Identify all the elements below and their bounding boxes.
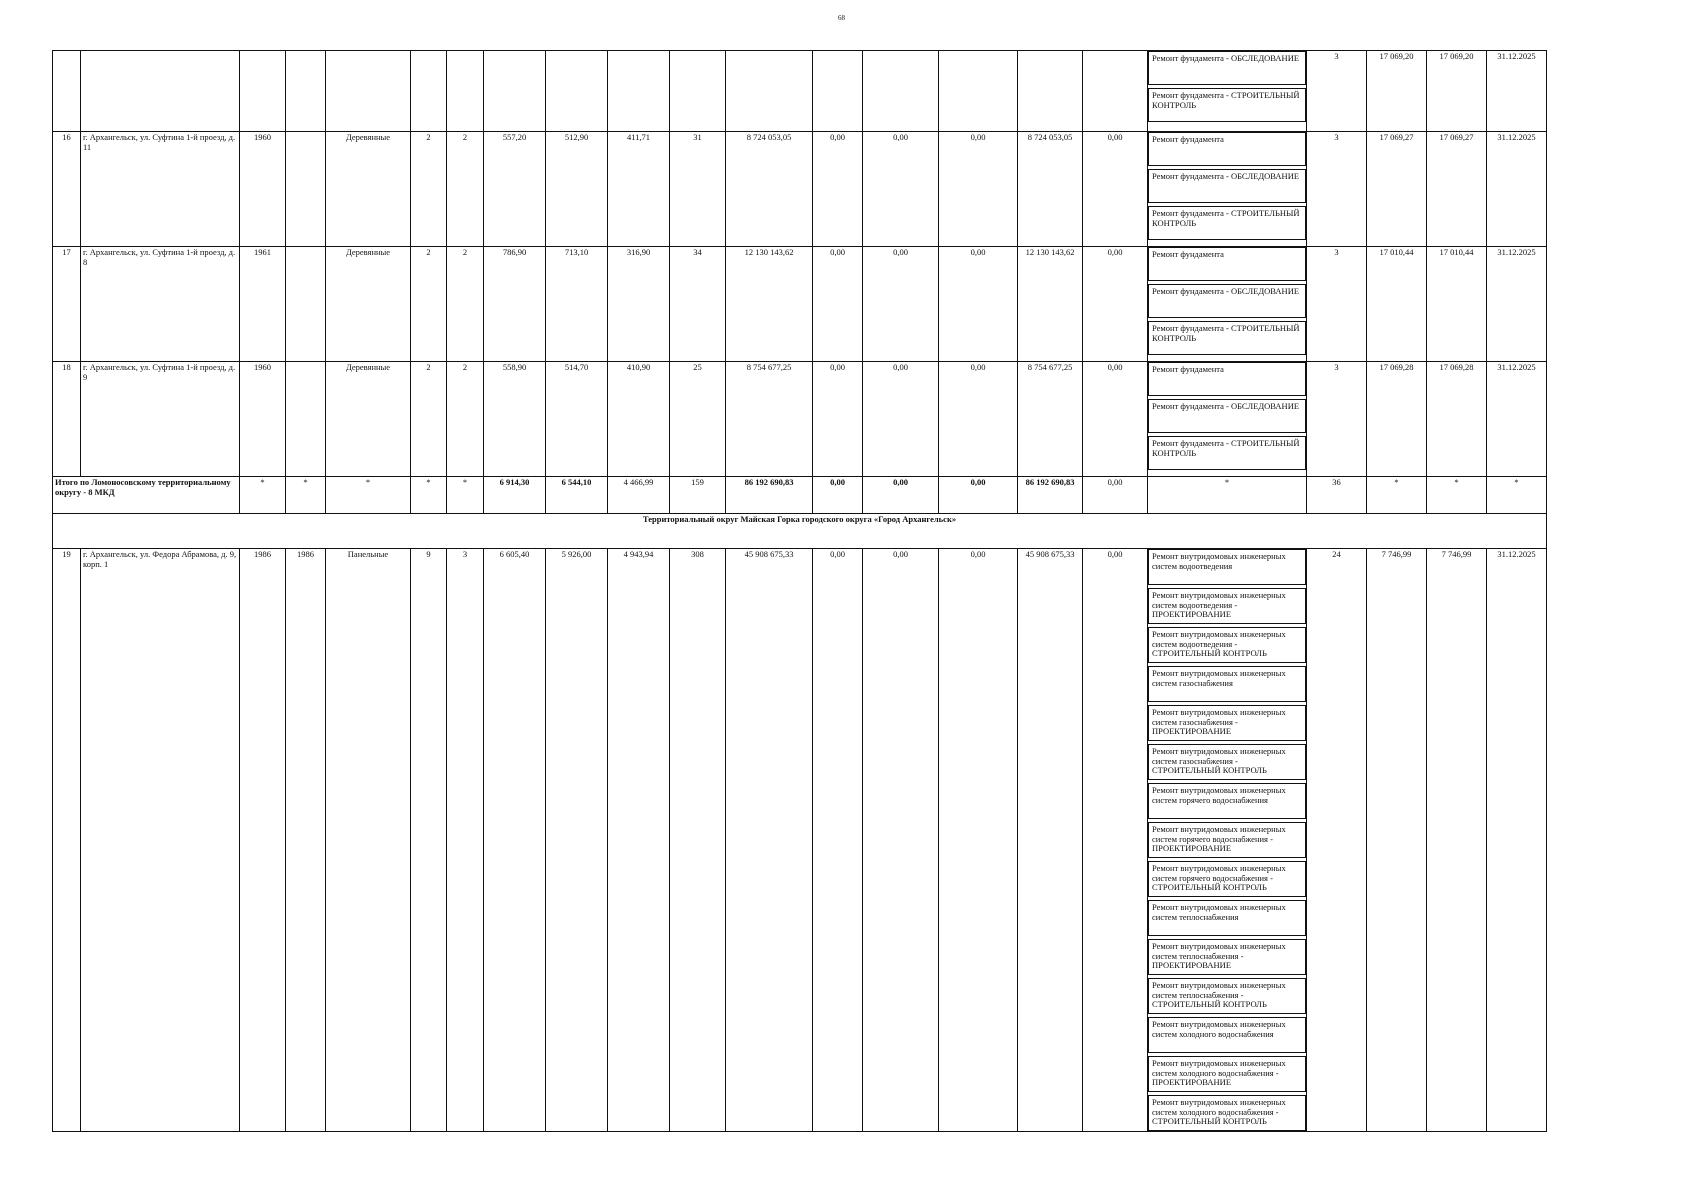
unit-max: 7 746,99 [1427, 549, 1487, 1132]
unit-max: 17 069,27 [1427, 132, 1487, 247]
total-fund-4: 86 192 690,83 [1018, 477, 1083, 514]
work-item: Ремонт внутридомовых инженерных систем теплоснабжения - СТРОИТЕЛЬНЫЙ КОНТРОЛЬ [1148, 978, 1306, 1014]
total-star: * [1487, 477, 1547, 514]
work-item: Ремонт фундамента - ОБСЛЕДОВАНИЕ [1148, 51, 1306, 85]
fund-2: 0,00 [863, 549, 939, 1132]
floors: 2 [411, 132, 447, 247]
entrances: 3 [447, 549, 484, 1132]
work-item: Ремонт фундамента - СТРОИТЕЛЬНЫЙ КОНТРОЛЬ [1148, 88, 1306, 122]
area-owned: 411,71 [608, 132, 670, 247]
wall-material: Деревянные [326, 362, 411, 477]
work-item: Ремонт внутридомовых инженерных систем теплоснабжения [1148, 900, 1306, 936]
total-star: * [1427, 477, 1487, 514]
year-reno [286, 362, 326, 477]
total-fund-5: 0,00 [1083, 477, 1148, 514]
work-item: Ремонт фундамента - СТРОИТЕЛЬНЫЙ КОНТРОЛЬ [1148, 436, 1306, 470]
total-area: 6 914,30 [484, 477, 546, 514]
fund-1: 0,00 [813, 362, 863, 477]
floors: 2 [411, 362, 447, 477]
unit-max: 17 010,44 [1427, 247, 1487, 362]
area-total: 786,90 [484, 247, 546, 362]
work-item: Ремонт внутридомовых инженерных систем газоснабжения [1148, 666, 1306, 702]
unit-cost: 7 746,99 [1367, 549, 1427, 1132]
area-owned: 410,90 [608, 362, 670, 477]
fund-4: 45 908 675,33 [1018, 549, 1083, 1132]
work-item: Ремонт фундамента - ОБСЛЕДОВАНИЕ [1148, 399, 1306, 433]
total-fund-2: 0,00 [863, 477, 939, 514]
area-total: 558,90 [484, 362, 546, 477]
total-star: * [286, 477, 326, 514]
fund-1: 0,00 [813, 247, 863, 362]
total-star: * [240, 477, 286, 514]
fund-5: 0,00 [1083, 362, 1148, 477]
deadline: 31.12.2025 [1487, 132, 1547, 247]
cost: 45 908 675,33 [726, 549, 813, 1132]
table-row-house-18 [53, 362, 1547, 477]
total-residents: 159 [670, 477, 726, 514]
year-built: 1961 [240, 247, 286, 362]
work-item: Ремонт фундамента - ОБСЛЕДОВАНИЕ [1148, 284, 1306, 318]
work-item: Ремонт внутридомовых инженерных систем холодного водоснабжения - ПРОЕКТИРОВАНИЕ [1148, 1056, 1306, 1092]
residents: 25 [670, 362, 726, 477]
fund-3: 0,00 [939, 247, 1018, 362]
row-number: 16 [53, 132, 81, 247]
work-code: 3 [1307, 362, 1367, 477]
work-item: Ремонт внутридомовых инженерных систем теплоснабжения - ПРОЕКТИРОВАНИЕ [1148, 939, 1306, 975]
row-number: 19 [53, 549, 81, 1132]
fund-4: 8 754 677,25 [1018, 362, 1083, 477]
fund-1: 0,00 [813, 132, 863, 247]
work-item: Ремонт фундамента - ОБСЛЕДОВАНИЕ [1148, 169, 1306, 203]
work-code: 24 [1307, 549, 1367, 1132]
address: г. Архангельск, ул. Суфтина 1-й проезд, д. 8 [81, 247, 240, 362]
year-built: 1986 [240, 549, 286, 1132]
total-area-owned: 4 466,99 [608, 477, 670, 514]
table-row-prev-house [53, 51, 1547, 132]
work-code: 3 [1307, 51, 1367, 132]
fund-2: 0,00 [863, 362, 939, 477]
total-fund-3: 0,00 [939, 477, 1018, 514]
work-item: Ремонт внутридомовых инженерных систем горячего водоснабжения - СТРОИТЕЛЬНЫЙ КОНТРОЛЬ [1148, 861, 1306, 897]
cost: 12 130 143,62 [726, 247, 813, 362]
area-owned: 316,90 [608, 247, 670, 362]
unit-cost: 17 010,44 [1367, 247, 1427, 362]
fund-3: 0,00 [939, 362, 1018, 477]
unit-max: 17 069,20 [1427, 51, 1487, 132]
fund-5: 0,00 [1083, 132, 1148, 247]
work-item: Ремонт внутридомовых инженерных систем холодного водоснабжения - СТРОИТЕЛЬНЫЙ КОНТРОЛЬ [1148, 1095, 1306, 1131]
total-fund-1: 0,00 [813, 477, 863, 514]
entrances: 2 [447, 362, 484, 477]
total-area-residential: 6 544,10 [546, 477, 608, 514]
fund-4: 12 130 143,62 [1018, 247, 1083, 362]
year-reno [286, 247, 326, 362]
total-star: * [1367, 477, 1427, 514]
fund-2: 0,00 [863, 247, 939, 362]
area-residential: 713,10 [546, 247, 608, 362]
fund-2: 0,00 [863, 132, 939, 247]
table-row-house-17 [53, 247, 1547, 362]
deadline: 31.12.2025 [1487, 362, 1547, 477]
total-count: 36 [1307, 477, 1367, 514]
address: г. Архангельск, ул. Суфтина 1-й проезд, д. 11 [81, 132, 240, 247]
deadline: 31.12.2025 [1487, 549, 1547, 1132]
work-item: Ремонт внутридомовых инженерных систем газоснабжения - ПРОЕКТИРОВАНИЕ [1148, 705, 1306, 741]
address: г. Архангельск, ул. Федора Абрамова, д. 9, корп. 1 [81, 549, 240, 1132]
section-title: Территориальный округ Майская Горка городского округа «Город Архангельск» [53, 514, 1547, 549]
fund-5: 0,00 [1083, 247, 1148, 362]
row-number: 18 [53, 362, 81, 477]
cost: 8 724 053,05 [726, 132, 813, 247]
work-item: Ремонт фундамента [1148, 132, 1306, 166]
total-star: * [326, 477, 411, 514]
entrances: 2 [447, 247, 484, 362]
unit-cost: 17 069,27 [1367, 132, 1427, 247]
total-label: Итого по Ломоносовскому территориальному округу - 8 МКД [53, 477, 240, 514]
total-cost: 86 192 690,83 [726, 477, 813, 514]
total-star: * [1148, 477, 1307, 514]
area-owned: 4 943,94 [608, 549, 670, 1132]
year-built: 1960 [240, 132, 286, 247]
work-item: Ремонт внутридомовых инженерных систем горячего водоснабжения [1148, 783, 1306, 819]
floors: 9 [411, 549, 447, 1132]
cost: 8 754 677,25 [726, 362, 813, 477]
deadline: 31.12.2025 [1487, 51, 1547, 132]
work-code: 3 [1307, 132, 1367, 247]
fund-4: 8 724 053,05 [1018, 132, 1083, 247]
unit-cost: 17 069,20 [1367, 51, 1427, 132]
unit-max: 17 069,28 [1427, 362, 1487, 477]
wall-material: Панельные [326, 549, 411, 1132]
floors: 2 [411, 247, 447, 362]
table-row-house-16 [53, 132, 1547, 247]
work-item: Ремонт внутридомовых инженерных систем водоотведения [1148, 549, 1306, 585]
work-item: Ремонт внутридомовых инженерных систем водоотведения - СТРОИТЕЛЬНЫЙ КОНТРОЛЬ [1148, 627, 1306, 663]
work-item: Ремонт фундамента - СТРОИТЕЛЬНЫЙ КОНТРОЛЬ [1148, 321, 1306, 355]
work-item: Ремонт внутридомовых инженерных систем холодного водоснабжения [1148, 1017, 1306, 1053]
fund-1: 0,00 [813, 549, 863, 1132]
deadline: 31.12.2025 [1487, 247, 1547, 362]
area-total: 6 605,40 [484, 549, 546, 1132]
total-star: * [411, 477, 447, 514]
work-item: Ремонт фундамента - СТРОИТЕЛЬНЫЙ КОНТРОЛЬ [1148, 206, 1306, 240]
total-star: * [447, 477, 484, 514]
work-item: Ремонт фундамента [1148, 247, 1306, 281]
row-number: 17 [53, 247, 81, 362]
work-code: 3 [1307, 247, 1367, 362]
residents: 308 [670, 549, 726, 1132]
area-residential: 514,70 [546, 362, 608, 477]
fund-5: 0,00 [1083, 549, 1148, 1132]
area-residential: 512,90 [546, 132, 608, 247]
wall-material: Деревянные [326, 132, 411, 247]
wall-material: Деревянные [326, 247, 411, 362]
residents: 31 [670, 132, 726, 247]
unit-cost: 17 069,28 [1367, 362, 1427, 477]
year-reno: 1986 [286, 549, 326, 1132]
residents: 34 [670, 247, 726, 362]
work-item: Ремонт внутридомовых инженерных систем водоотведения - ПРОЕКТИРОВАНИЕ [1148, 588, 1306, 624]
area-residential: 5 926,00 [546, 549, 608, 1132]
work-item: Ремонт внутридомовых инженерных систем горячего водоснабжения - ПРОЕКТИРОВАНИЕ [1148, 822, 1306, 858]
fund-3: 0,00 [939, 132, 1018, 247]
register-table [52, 50, 1547, 1132]
entrances: 2 [447, 132, 484, 247]
section-header-row [53, 514, 1547, 549]
address: г. Архангельск, ул. Суфтина 1-й проезд, д. 9 [81, 362, 240, 477]
page-number: 68 [838, 14, 845, 22]
area-total: 557,20 [484, 132, 546, 247]
year-built: 1960 [240, 362, 286, 477]
fund-3: 0,00 [939, 549, 1018, 1132]
work-item: Ремонт фундамента [1148, 362, 1306, 396]
work-item: Ремонт внутридомовых инженерных систем газоснабжения - СТРОИТЕЛЬНЫЙ КОНТРОЛЬ [1148, 744, 1306, 780]
table-row-house-19 [53, 549, 1547, 1132]
table-row-total [53, 477, 1547, 514]
year-reno [286, 132, 326, 247]
